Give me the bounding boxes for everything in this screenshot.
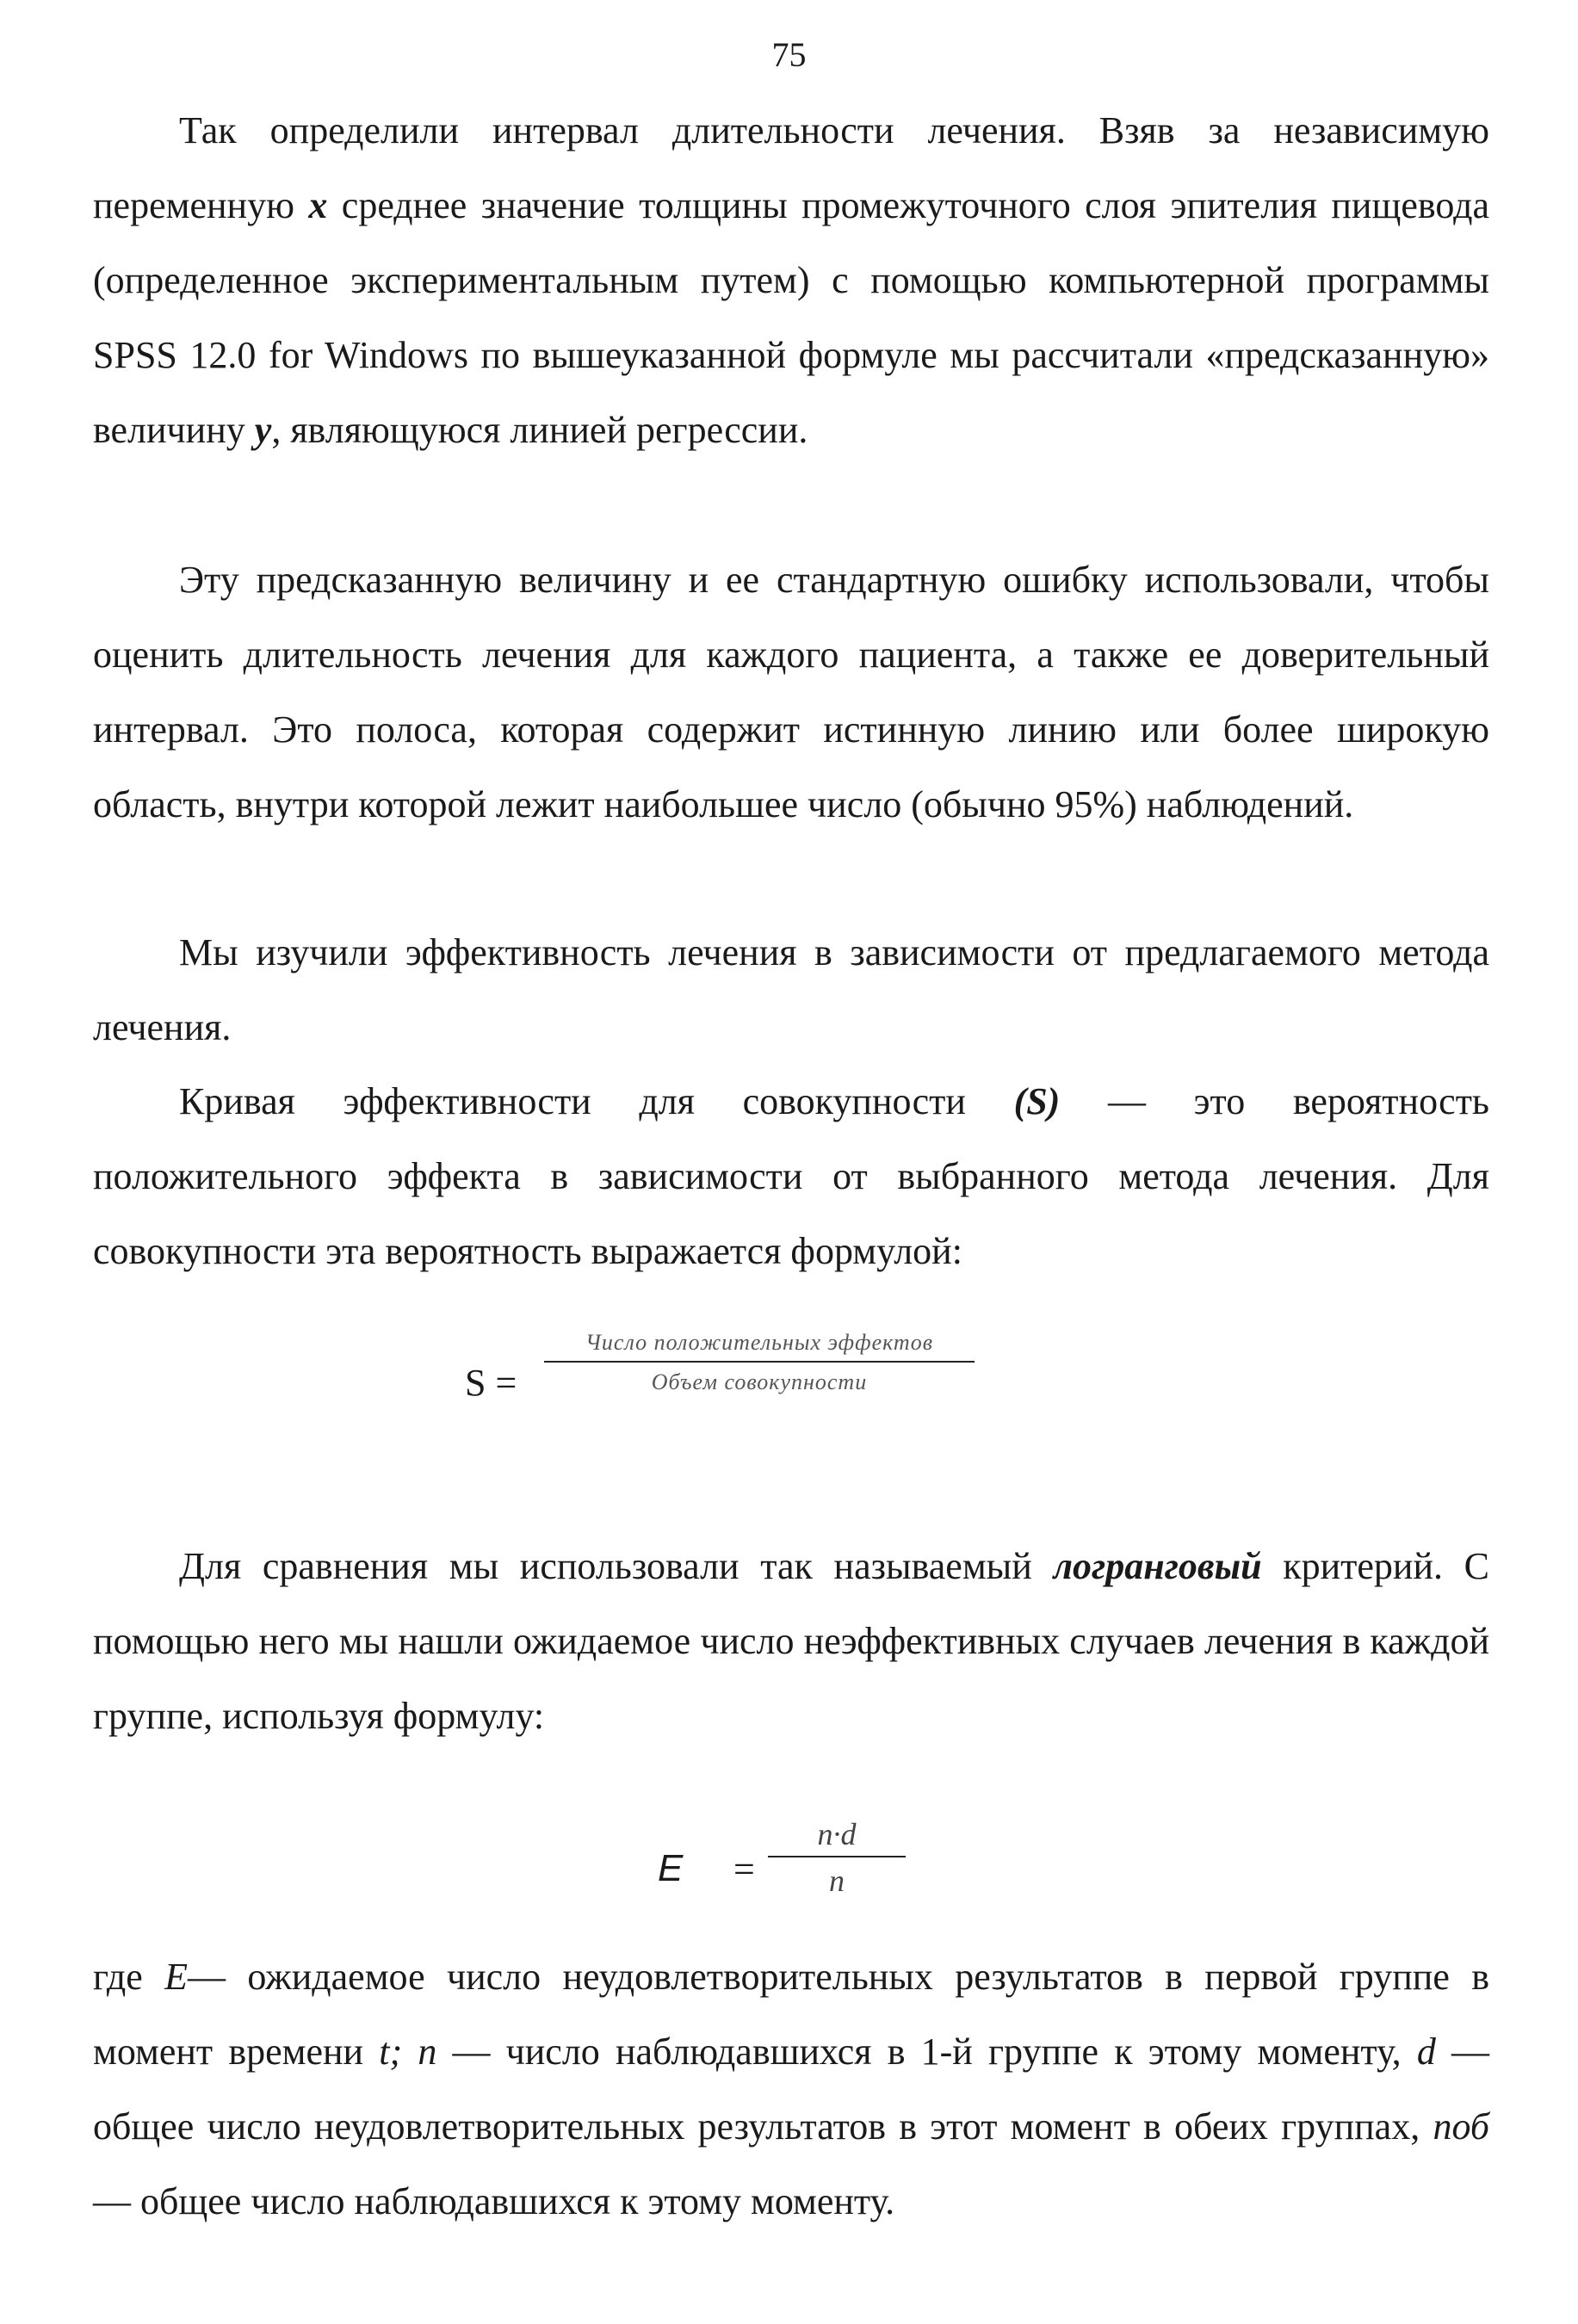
- fraction-bar: [544, 1361, 975, 1363]
- variable-t: t;: [379, 2030, 403, 2073]
- fraction-bar: [768, 1856, 906, 1857]
- variable-s: (S): [1013, 1080, 1061, 1122]
- variable-y: y: [254, 409, 272, 451]
- formula-s-fraction: [544, 1330, 975, 1395]
- formula-s-lhs: S =: [465, 1362, 517, 1404]
- paragraph-2: [93, 542, 1489, 842]
- paragraph-3: [93, 915, 1489, 1065]
- formula-s-denominator: Объем совокупности: [651, 1369, 868, 1394]
- p4-text-1: Кривая эффективности для совокупности: [179, 1080, 1014, 1122]
- p6-text-2: — ожидаемое число неудовлетворительных результатов в первой группе в момент времени: [93, 1956, 1489, 2073]
- paragraph-4: [93, 1064, 1489, 1289]
- formula-s: [465, 1330, 999, 1442]
- variable-d: d: [1416, 2030, 1436, 2073]
- variable-e: E: [164, 1956, 189, 1998]
- p4-text-2: — это вероятность положительного эффекта в зависимости от выбранного метода лечения. Для совокупности эта вероятность выражается формулой:: [93, 1080, 1490, 1272]
- p6-text-3: — число наблюдавшихся в 1-й группе к этому моменту,: [436, 2030, 1417, 2073]
- p1-text-2: среднее значение толщины промежуточного слоя эпителия пищевода (определенное экспериментальным путем) с помощью компьютерной программы SPSS 12.0 for Windows по вышеуказанной формуле мы рассчитали «предсказанную» величину: [93, 184, 1489, 451]
- formula-e-fraction: [768, 1816, 906, 1899]
- page-number: 75: [771, 35, 807, 74]
- p1-text-1: Так определили интервал длительности лечения. Взяв за независимую переменную: [93, 109, 1489, 226]
- formula-s-numerator: Число положительных эффектов: [585, 1330, 933, 1355]
- paragraph-1: [93, 93, 1489, 467]
- formula-e-equals: =: [733, 1848, 755, 1890]
- p5-text-1: Для сравнения мы использовали так называемый: [179, 1545, 1054, 1587]
- variable-x: x: [308, 184, 328, 226]
- variable-n: n: [418, 2030, 437, 2073]
- p3-text: Мы изучили эффективность лечения в зависимости от предлагаемого метода лечения.: [93, 931, 1489, 1048]
- p6-text-4: — общее число неудовлетворительных результатов в этот момент в обеих группах,: [93, 2030, 1489, 2148]
- formula-e-denominator: n: [829, 1864, 845, 1898]
- p5-text-2: критерий. С помощью него мы нашли ожидаемое число неэффективных случаев лечения в каждой группе, используя формулу:: [93, 1545, 1490, 1737]
- p6-text-1: где: [93, 1956, 165, 1998]
- p6-text-5: — общее число наблюдавшихся к этому моменту.: [93, 2180, 895, 2222]
- paragraph-6: [93, 1939, 1489, 2239]
- p1-text-3: , являющуюся линией регрессии.: [271, 409, 808, 451]
- formula-e: [637, 1816, 947, 1928]
- formula-e-lhs: E: [658, 1847, 684, 1889]
- p2-text: Эту предсказанную величину и ее стандартную ошибку использовали, чтобы оценить длительность лечения для каждого пациента, а также ее доверительный интервал. Это полоса, которая содержит истинную линию или более широкую область, внутри которой лежит наибольшее число (обычно 95%) наблюдений.: [93, 559, 1489, 825]
- term-logrank: логранговый: [1053, 1545, 1262, 1587]
- formula-e-numerator: n·d: [817, 1817, 857, 1851]
- paragraph-5: [93, 1529, 1489, 1753]
- variable-n-ob: nоб: [1433, 2105, 1489, 2148]
